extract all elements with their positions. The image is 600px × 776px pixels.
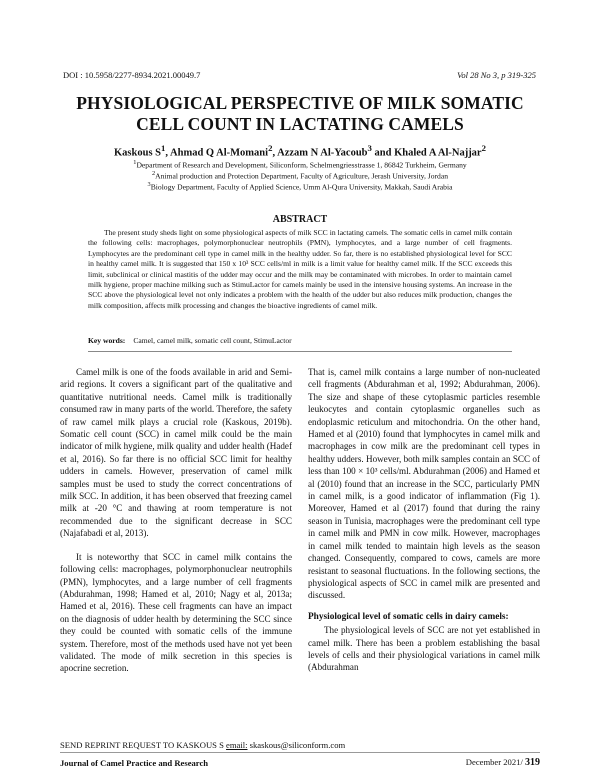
page-number: 319	[525, 757, 540, 768]
author: Ahmad Q Al-Momani	[170, 147, 269, 159]
title-line-2: CELL COUNT IN LACTATING CAMELS	[136, 114, 464, 134]
email-label: email:	[226, 740, 248, 750]
affiliation: $^3$Biology Department, Faculty of Applied Science, Umm Al-Qura University, Makkah, Saudi Arabia	[147, 181, 453, 192]
divider	[88, 351, 512, 352]
paragraph: It is noteworthy that SCC in camel milk contains the following cells: macrophages, polymorphonuclear neutrophils (PMN), lymphocytes, and a large number of cell fragments (Abdurahman, 1998; Hamed et al, 2010; Nagy et al, 2013a; Hamed et al, 2016). These cell fragments can have an impact on the diagnosis of udder health by determining the SCC since they could be counted with somatic cells of the immune system. Therefore, most of the methods used have not yet been validated. The mode of milk secretion in this species is apocrine secretion.	[60, 551, 292, 674]
page-info: December 2021/ 319	[465, 757, 540, 768]
affiliation: $^2$Animal production and Protection Department, Faculty of Agriculture, Jerash University, Jordan	[151, 170, 449, 181]
issue-date: December 2021	[465, 757, 521, 767]
paper-title	[40, 93, 560, 135]
author: Azzam N Al-Yacoub	[277, 147, 368, 159]
volume-info: Vol 28 No 3, p 319-325	[457, 70, 536, 80]
paragraph: That is, camel milk contains a large number of non-nucleated cell fragments (Abdurahman et al, 1992; Abdurahman, 2006). The size and shape of these cytoplasmic particles resemble leukocytes and contain cytoplasmic organelles such as endoplasmic reticulum and mitochondria. On the other hand, Hamed et al (2010) found that lymphocytes in camel milk and macrophages in cow milk are the predominant cell types in healthy udders. However, both milk samples contain an SCC of less than 100 × 10³ cells/ml. Abdurahman (2006) and Hamed et al (2010) found that an increase in the SCC, particularly PMN in camel milk, is a good indicator of inflammation (Fig 1). Moreover, Hamed et al (2017) found that during the rainy season in Tunisia, macrophages were the predominant cell type in camel milk and PMN in cow milk. However, macrophages in camel milk tended to maintain high levels as the season changed. Consequently, compared to cows, camels are more resistant to seasonal fluctuations. In the following sections, the physiological aspects of SCC in camel milk are presented and discussed.	[308, 367, 540, 601]
paragraph: Camel milk is one of the foods available in arid and Semi-arid regions. It covers a significant part of the qualitative and quantitative nutritional needs. Camel milk is traditionally consumed raw in many parts of the world. Therefore, the safety of raw camel milk plays a crucial role (Kaskous, 2019b). Somatic cell count (SCC) in camel milk could be the main indicator of milk hygiene, milk quality and udder health (Hadef et al, 2016). So far there is no official SCC limit for healthy udders in camels. However, preservation of camel milk samples must be used to study the correct concentrations of milk SCC. In addition, it has been observed that freezing camel milk at -20 °C and thawing at room temperature is not recommended due to the significant decrease in SCC (Najafabadi et al, 2013).	[60, 367, 292, 539]
keywords-label: Key words:	[88, 336, 126, 345]
left-column	[60, 366, 292, 675]
reprint-request: SEND REPRINT REQUEST TO KASKOUS S email: skaskous@siliconform.com	[60, 740, 346, 750]
abstract-text: The present study sheds light on some physiological aspects of milk SCC in lactating camels. The somatic cells in camel milk contain the following cells: macrophages, polymorphonuclear neutrophils (PMN), lymphocytes, and a large number of cell fragments. Lymphocytes are the predominant cell type in camel milk in the healthy udder. So far, there is no established physiological level for SCC in healthy camel milk. It is suggested that 150 x 10³ SCC cells/ml in milk is a limit value for healthy camel milk. If the SCC exceeds this limit, subclinical or clinical mastitis of the udder may occur and the milk may be contaminated with microbes. In order to maintain camel milk hygiene, proper machine milking such as StimuLactor for camels mainly be used in the intensive housing systems. An increase in the SCC above the physiological level not only indicates a problem with the health of the udder but also reduces milk production, changes the milk composition, affects milk processing and changes the bioactive ingredients of camel milk.	[88, 228, 512, 310]
email-address: skaskous@siliconform.com	[247, 740, 346, 750]
title-line-1: PHYSIOLOGICAL PERSPECTIVE OF MILK SOMATIC	[76, 93, 524, 113]
author: Kaskous S	[114, 147, 161, 159]
abstract-heading: ABSTRACT	[272, 214, 328, 225]
keywords-text: Camel, camel milk, somatic cell count, StimuLactor	[133, 336, 292, 345]
section-heading: Physiological level of somatic cells in dairy camels:	[308, 611, 509, 622]
affiliation: $^1$Department of Research and Development, Siliconform, Schelmengriesstrasse 1, 86842 Turkheim, Germany	[133, 159, 467, 170]
doi: DOI : 10.5958/2277-8934.2021.00049.7	[63, 70, 201, 80]
author: Khaled A Al-Najjar	[394, 147, 482, 159]
paragraph: The physiological levels of SCC are not yet established in camel milk. There has been a problem establishing the basal levels of cells and their physiological variations in camel milk (Abdurahman	[308, 625, 540, 673]
keywords	[88, 336, 512, 345]
right-column	[308, 366, 540, 674]
footer-divider	[60, 752, 540, 753]
author-list: Kaskous $S^1$, Ahmad Q Al-Momani$^2$, Azzam N Al-Yacoub$^3$ and Khaled A Al-Najjar$^2$	[114, 143, 486, 159]
journal-name: Journal of Camel Practice and Research	[60, 758, 209, 768]
